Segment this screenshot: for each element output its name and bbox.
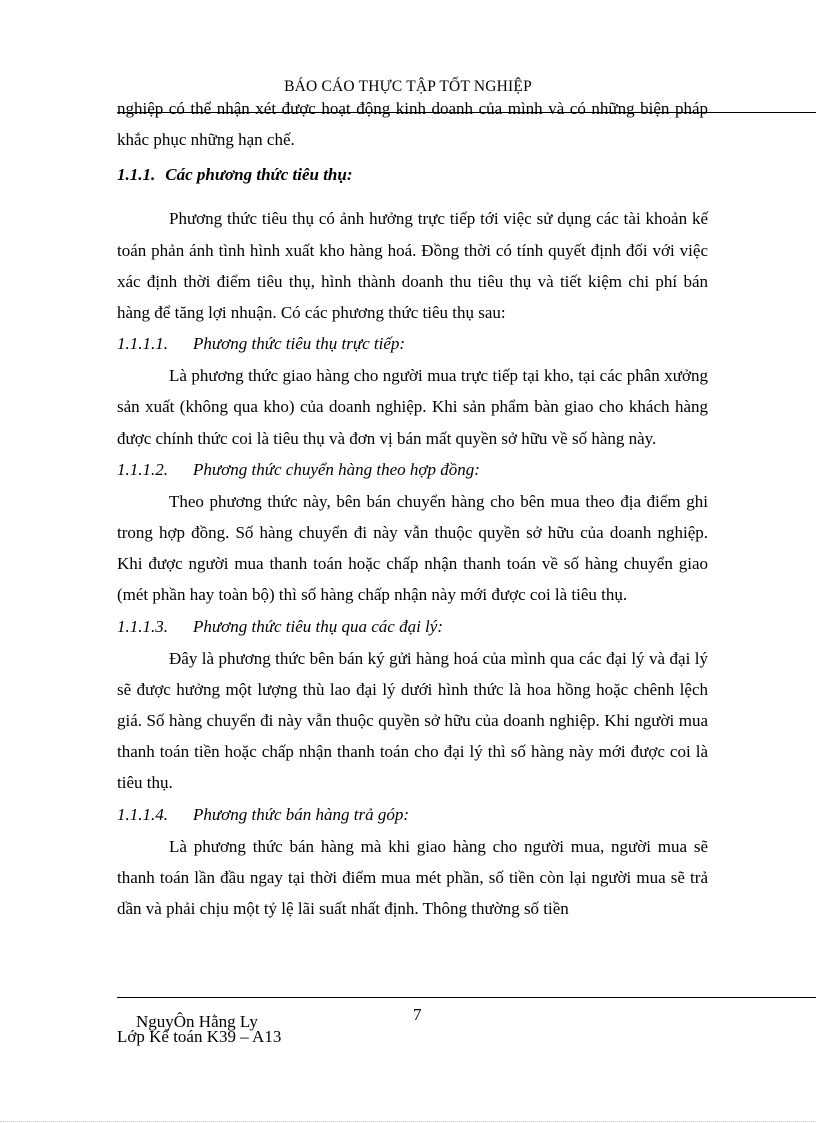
subsection-heading [117,611,708,643]
paragraph: Theo phương thức này, bên bán chuyển hàng cho bên mua theo địa điểm ghi trong hợp đồng. Số hàng chuyển đi này vẫn thuộc quyền sở hữu của doanh nghiệp. Khi được người mua thanh toán hoặc chấp nhận thanh toán về số hàng chuyển giao (mét phần hay toàn bộ) thì số hàng chấp nhận này mới được coi là tiêu thụ. [117,491,708,605]
subsection-title: Phương thức tiêu thụ trực tiếp: [193,334,406,354]
subsection-number: 1.1.1.2. [117,459,168,479]
section-heading [117,161,708,189]
page-number: 7 [413,1005,422,1024]
paragraph-continuation: nghiệp có thể nhận xét được hoạt động kinh doanh của mình và có những biện pháp khắc phục những hạn chế. [117,99,708,150]
section-title: Các phương thức tiêu thụ: [165,165,353,185]
subsection-number: 1.1.1.3. [117,616,168,636]
paragraph: Đây là phương thức bên bán ký gửi hàng hoá của mình qua các đại lý và đại lý sẽ được hưởng một lượng thù lao đại lý dưới hình thức là hoa hồng hoặc chênh lệch giá. Số hàng chuyển đi này vẫn thuộc quyền sở hữu của doanh nghiệp. Khi người mua thanh toán tiền hoặc chấp nhận thanh toán cho đại lý thì số hàng này mới được coi là tiêu thụ. [117,648,708,793]
subsection-title: Phương thức chuyển hàng theo hợp đồng: [193,459,480,479]
subsection-number: 1.1.1.1. [117,334,168,354]
page-header-title: BÁO CÁO THỰC TẬP TỐT NGHIỆP [284,78,532,95]
footer-rule [117,997,816,998]
subsection-heading [117,454,708,486]
subsection-heading [117,799,708,831]
class-info: Lớp Kế toán K39 – A13 [117,1027,282,1046]
paragraph: Là phương thức giao hàng cho người mua trực tiếp tại kho, tại các phân xưởng sản xuất (không qua kho) của doanh nghiệp. Khi sản phẩm bàn giao cho khách hàng được chính thức coi là tiêu thụ và đơn vị bán mất quyền sở hữu về số hàng này. [117,366,708,448]
author-name: NguyÔn Hằng Ly [136,1012,258,1031]
subsection-title: Phương thức bán hàng trả góp: [193,804,410,824]
section-number: 1.1.1. [117,165,156,185]
subsection-title: Phương thức tiêu thụ qua các đại lý: [193,616,443,636]
paragraph: Phương thức tiêu thụ có ảnh hưởng trực tiếp tới việc sử dụng các tài khoản kế toán phản ánh tình hình xuất kho hàng hoá. Đồng thời có tính quyết định đối với việc xác định thời điểm tiêu thụ, hình thành doanh thu tiêu thụ và tiết kiệm chi phí bán hàng để tăng lợi nhuận. Có các phương thức tiêu thụ sau: [117,209,708,323]
subsection-number: 1.1.1.4. [117,804,168,824]
subsection-heading [117,328,708,360]
document-body [117,93,708,924]
paragraph: Là phương thức bán hàng mà khi giao hàng cho người mua, người mua sẽ thanh toán lần đầu ngay tại thời điểm mua mét phần, số tiền còn lại người mua sẽ trả dần và phải chịu một tỷ lệ lãi suất nhất định. Thông thường số tiền [117,836,708,919]
page-edge-dotted [0,1121,816,1122]
